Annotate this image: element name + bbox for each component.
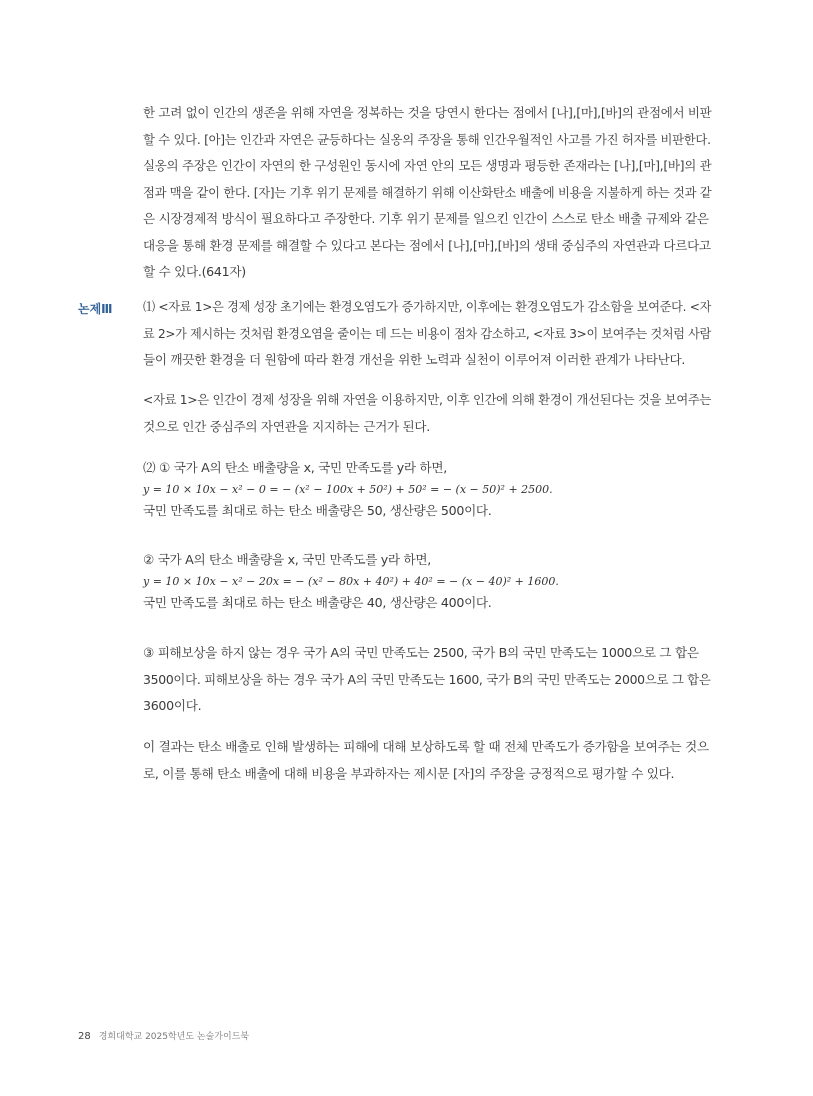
text-line: 이 결과는 탄소 배출로 인해 발생하는 피해에 대해 보상하도록 할 때 전체 만족도가 증가함을 보여주는 것으	[143, 739, 709, 754]
text-line: 3500이다. 피해보상을 하는 경우 국가 A의 국민 만족도는 1600, 국가 B의 국민 만족도는 2000으로 그 합은	[143, 671, 711, 687]
text-line: 할 수 있다.(641자)	[143, 264, 246, 279]
text-line: 국민 만족도를 최대로 하는 탄소 배출량은 40, 생산량은 400이다.	[143, 594, 492, 610]
equation: y = 10 × 10x − x² − 20x = − (x² − 80x + 40²) + 40² = − (x − 40)² + 1600.	[143, 574, 559, 588]
text-line: 것으로 인간 중심주의 자연관을 지지하는 근거가 된다.	[143, 418, 430, 434]
text-line: 은 시장경제적 방식이 필요하다고 주장한다. 기후 위기 문제를 일으킨 인간이 스스로 탄소 배출 규제와 같은	[143, 211, 709, 226]
answer-part-2-3	[143, 640, 711, 720]
intro-paragraph	[143, 100, 711, 286]
text-line: 로, 이를 통해 탄소 배출에 대해 비용을 부과하자는 제시문 [자]의 주장을 긍정적으로 평가할 수 있다.	[143, 765, 675, 781]
answer-part-2-1	[143, 455, 711, 524]
text-line: 료 2>가 제시하는 것처럼 환경오염을 줄이는 데 드는 비용이 점차 감소하고, <자료 3>이 보여주는 것처럼 사람	[143, 325, 711, 341]
text-line: <자료 1>은 인간이 경제 성장을 위해 자연을 이용하지만, 이후 인간에 의해 환경이 개선된다는 것을 보여주는	[143, 392, 712, 407]
answer-part-1	[143, 294, 711, 374]
answer-part-1-conclusion	[143, 387, 711, 440]
text-line: ② 국가 A의 탄소 배출량을 x, 국민 만족도를 y라 하면,	[143, 552, 431, 567]
text-line: 할 수 있다. [아]는 인간과 자연은 균등하다는 실옹의 주장을 통해 인간우월적인 사고를 가진 허자를 비판한다.	[143, 131, 711, 147]
page-number: 28	[78, 1031, 91, 1042]
text-line: 실옹의 주장은 인간이 자연의 한 구성원인 동시에 자연 안의 모든 생명과 평등한 존재라는 [나],[마],[바]의 관	[143, 158, 712, 173]
text-line: 3600이다.	[143, 698, 202, 713]
page-footer	[78, 1029, 249, 1042]
equation: y = 10 × 10x − x² − 0 = − (x² − 100x + 50²) + 50² = − (x − 50)² + 2500.	[143, 482, 553, 496]
section-label: 논제Ⅲ	[78, 302, 113, 316]
text-line: 들이 깨끗한 환경을 더 원함에 따라 환경 개선을 위한 노력과 실천이 이루어져 이러한 관계가 나타난다.	[143, 352, 686, 367]
text-line: 국민 만족도를 최대로 하는 탄소 배출량은 50, 생산량은 500이다.	[143, 502, 492, 518]
answer-part-2-2	[143, 547, 711, 616]
text-line: 한 고려 없이 인간의 생존을 위해 자연을 정복하는 것을 당연시 한다는 점에서 [나],[마],[바]의 관점에서 비판	[143, 105, 712, 120]
text-line: 점과 맥을 같이 한다. [자]는 기후 위기 문제를 해결하기 위해 이산화탄소 배출에 비용을 지불하게 하는 것과 같	[143, 184, 712, 200]
text-line: 대응을 통해 환경 문제를 해결할 수 있다고 본다는 점에서 [나],[마],[바]의 생태 중심주의 자연관과 다르다고	[143, 237, 711, 253]
text-line: ③ 피해보상을 하지 않는 경우 국가 A의 국민 만족도는 2500, 국가 B의 국민 만족도는 1000으로 그 합은	[143, 645, 699, 660]
text-line: ⑵ ① 국가 A의 탄소 배출량을 x, 국민 만족도를 y라 하면,	[143, 460, 447, 475]
book-title: 경희대학교 2025학년도 논술가이드북	[98, 1032, 250, 1042]
text-line: ⑴ <자료 1>은 경제 성장 초기에는 환경오염도가 증가하지만, 이후에는 환경오염도가 감소함을 보여준다. <자	[143, 299, 712, 314]
answer-conclusion	[143, 734, 711, 787]
